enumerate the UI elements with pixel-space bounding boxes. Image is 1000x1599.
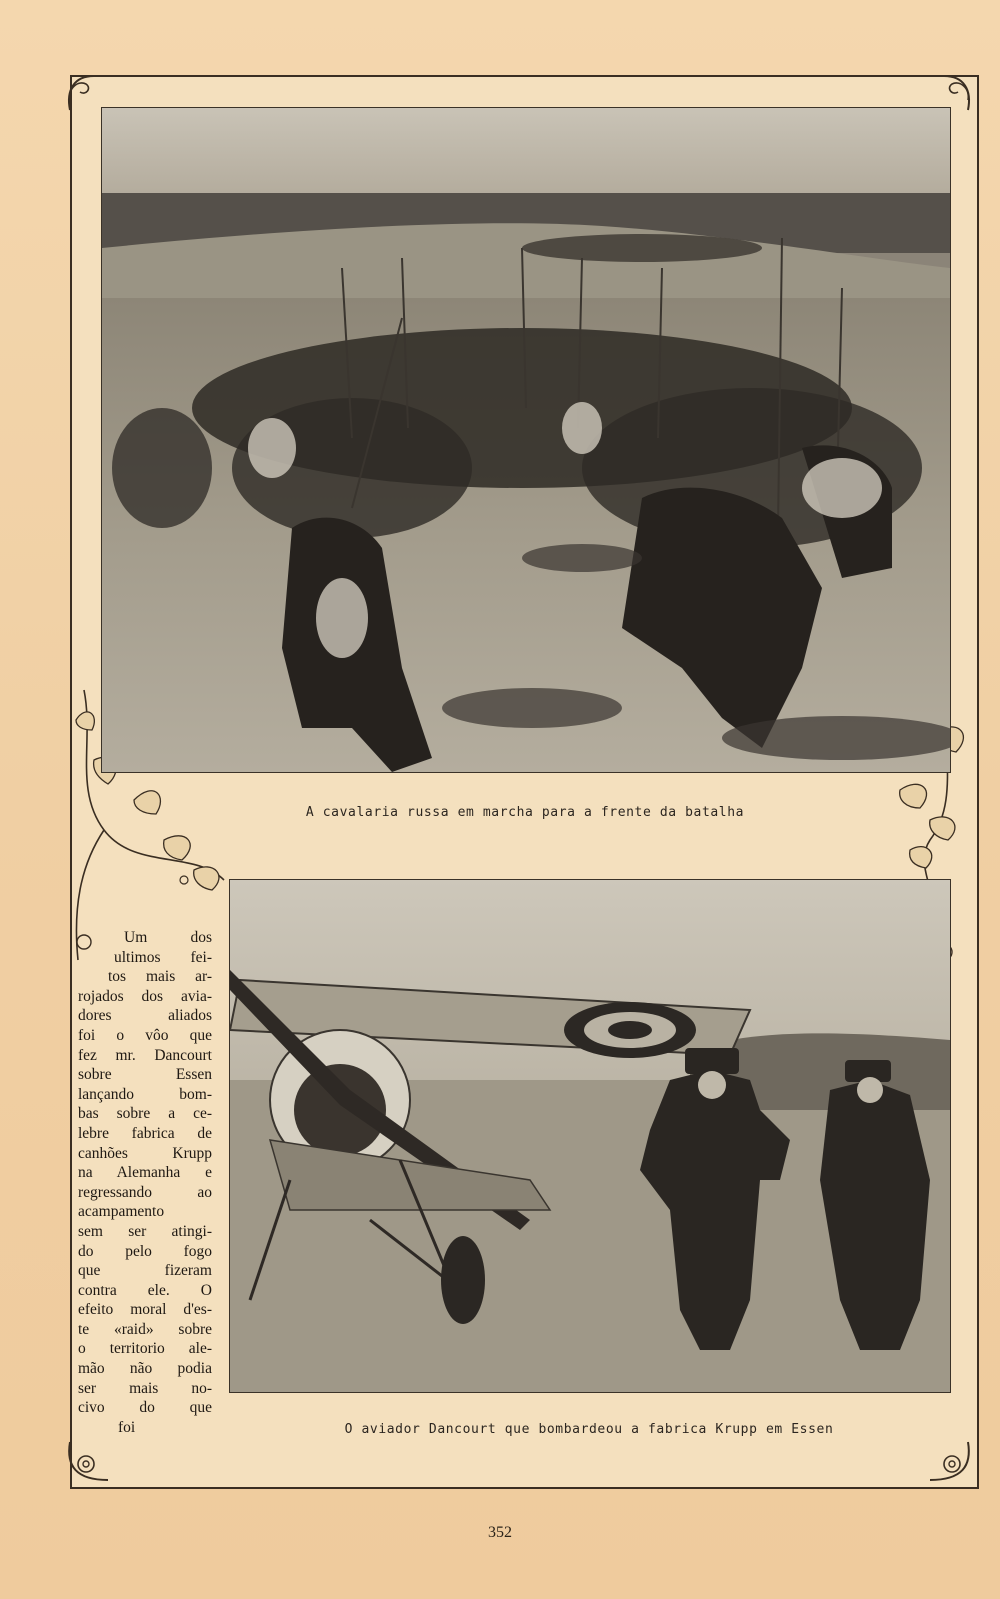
column-line: contra ele. O: [78, 1281, 212, 1299]
column-line: sobre Essen: [78, 1066, 212, 1084]
column-line: fez mr. Dancourt: [78, 1046, 212, 1064]
column-line: acampamento: [78, 1203, 165, 1221]
column-line: mão não podia: [78, 1360, 212, 1378]
column-line: tos mais ar-: [108, 968, 212, 986]
column-line: do pelo fogo: [78, 1242, 212, 1260]
column-line: na Alemanha e: [78, 1164, 212, 1182]
page-number: 352: [488, 1524, 512, 1541]
column-line: sem ser atingi-: [78, 1222, 212, 1240]
column-line: rojados dos avia-: [78, 987, 212, 1005]
column-line: te «raid» sobre: [78, 1320, 212, 1338]
column-line: foi: [118, 1418, 136, 1436]
corner-ornament-bottom-right: [928, 1440, 974, 1486]
bottom-photo-caption: O aviador Dancourt que bombardeou a fabrica Krupp em Essen: [344, 1422, 834, 1437]
column-line: lançando bom-: [78, 1085, 212, 1103]
column-line: ultimos fei-: [114, 948, 212, 966]
column-line: Um dos: [124, 929, 212, 946]
article-column: [78, 928, 212, 1437]
column-line: que fizeram: [78, 1262, 212, 1280]
column-line: foi o vôo que: [78, 1026, 212, 1044]
column-line: bas sobre a ce-: [78, 1105, 212, 1123]
column-line: lebre fabrica de: [78, 1124, 212, 1142]
corner-ornament-bottom-left: [64, 1440, 110, 1486]
column-line: efeito moral d'es-: [78, 1301, 212, 1319]
aviator-photo: [229, 879, 951, 1393]
column-line: dores aliados: [78, 1007, 212, 1025]
column-line: civo do que: [78, 1399, 212, 1417]
column-line: regressando ao: [78, 1183, 212, 1201]
column-line: o territorio ale-: [78, 1340, 212, 1358]
top-photo-caption: A cavalaria russa em marcha para a frente da batalha: [305, 805, 745, 820]
column-line: ser mais no-: [78, 1379, 212, 1397]
column-line: canhões Krupp: [78, 1144, 212, 1162]
cavalry-photo: [101, 107, 951, 773]
